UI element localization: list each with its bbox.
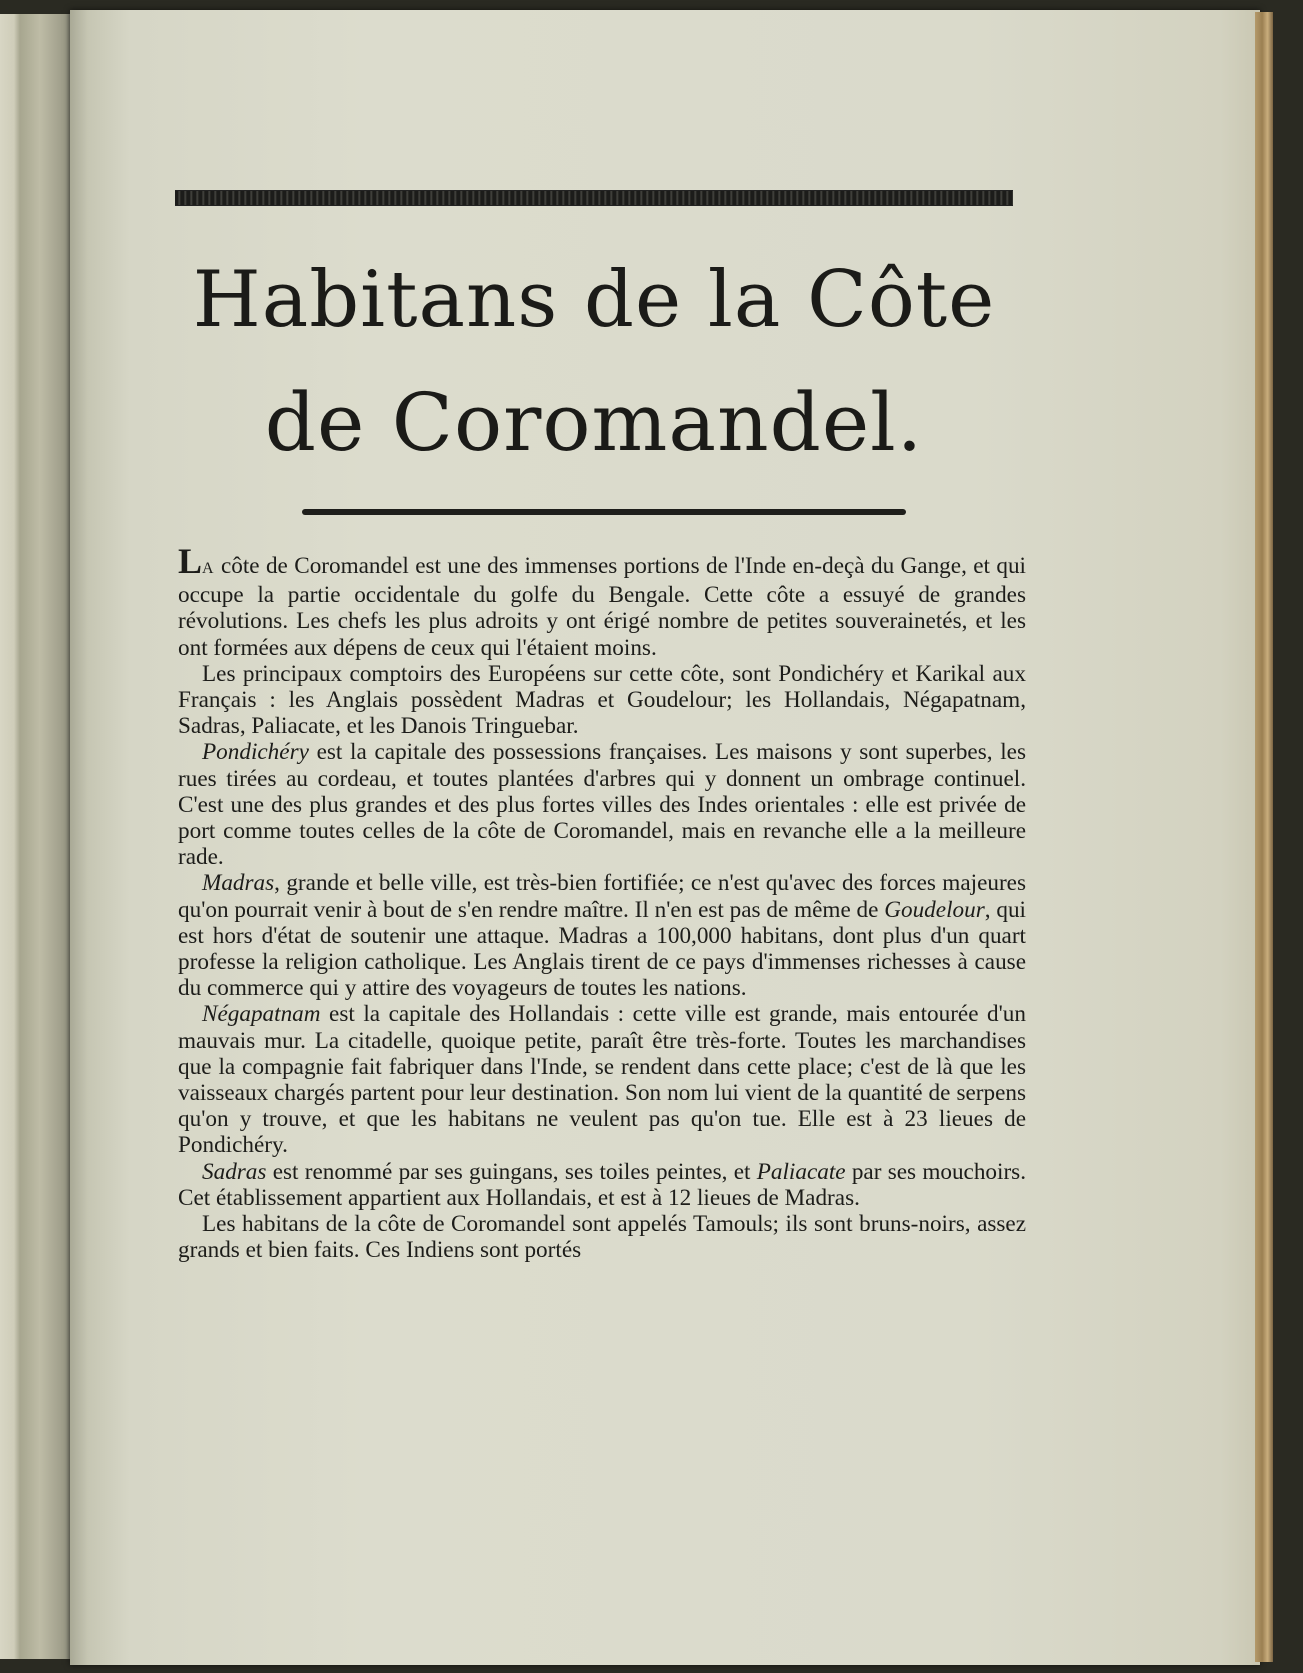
paragraph-text: Les principaux comptoirs des Européens sur cette côte, sont Pondichéry et Karikal aux Français : les Anglais possèdent Madras et Goudelour; les Hollandais, Négapatnam, Sadras, Paliacate, et les Danois Tringuebar. [178,660,1026,740]
paragraph-5 [178,1001,1026,1158]
paragraph-text: par ses mouchoirs. Cet établissement appartient aux Hollandais, et est à 12 lieues de Madras. [178,1158,1026,1211]
place-name: Sadras [202,1158,267,1185]
drop-cap: L [178,541,203,581]
page-right-edge [1255,12,1273,1662]
paragraph-2 [178,661,1026,740]
paragraph-text: Les habitans de la côte de Coromandel sont appelés Tamouls; ils sont bruns-noirs, assez grands et bien faits. Ces Indiens sont portés [178,1211,1026,1264]
title-underline-rule [302,509,906,515]
small-cap: A [202,560,215,577]
body-text [178,541,1026,1264]
paragraph-1 [178,541,1026,661]
paragraph-text: est renommé par ses guingans, ses toiles peintes, et [266,1158,757,1185]
paragraph-text: est la capitale des possessions françaises. Les maisons y sont superbes, les rues tirées au cordeau, et toutes plantées d'arbres qui y donnent un ombrage continuel. C'est une des plus grandes et des plus fortes villes des Indes orientales : elle est privée de port comme toutes celles de la côte de Coromandel, mais en revanche elle a la meilleure rade. [178,739,1026,871]
paragraph-6 [178,1159,1026,1211]
paragraph-text: , grande et belle ville, est très-bien fortifiée; ce n'est qu'avec des forces majeures qu'on pourrait venir à bout de s'en rendre maître. Il n'en est pas de même de [178,870,1026,923]
left-page-edge [0,14,70,1659]
title-line-1: Habitans de la Côte [192,255,996,345]
place-name: Paliacate [756,1158,846,1185]
paragraph-text: côte de Coromandel est une des immenses portions de l'Inde en-deçà du Gange, et qui occupe la partie occidentale du golfe du Bengale. Cette côte a essuyé de grandes révolutions. Les chefs les plus adroits y ont érigé nombre de petites souverainetés, et les ont formées aux dépens de ceux qui l'étaient moins. [178,553,1026,661]
paragraph-4 [178,870,1026,1001]
title-line-2: de Coromandel. [264,376,924,469]
top-ornamental-rule [175,190,1013,206]
paragraph-7 [178,1211,1026,1263]
place-name: Madras [202,870,275,897]
place-name: Pondichéry [202,739,309,766]
paragraph-text: , qui est hors d'état de soutenir une attaque. Madras a 100,000 habitans, dont plus d'un quart professe la religion catholique. Les Anglais tirent de ce pays d'immenses richesses à cause du commerce qui y attire des voyageurs de toutes les nations. [178,896,1026,1002]
place-name: Goudelour [884,896,985,923]
place-name: Négapatnam [202,1001,321,1028]
paragraph-3 [178,739,1026,870]
paragraph-text: est la capitale des Hollandais : cette ville est grande, mais entourée d'un mauvais mur. La citadelle, quoique petite, paraît être très-forte. Toutes les marchandises que la compagnie fait fabriquer dans l'Inde, se rendent dans cette place; c'est de là que les vaisseaux chargés partent pour leur destination. Son nom lui vient de la quantité de serpens qu'on y trouve, et que les habitans ne veulent pas qu'on tue. Elle est à 23 lieues de Pondichéry. [178,1001,1026,1159]
